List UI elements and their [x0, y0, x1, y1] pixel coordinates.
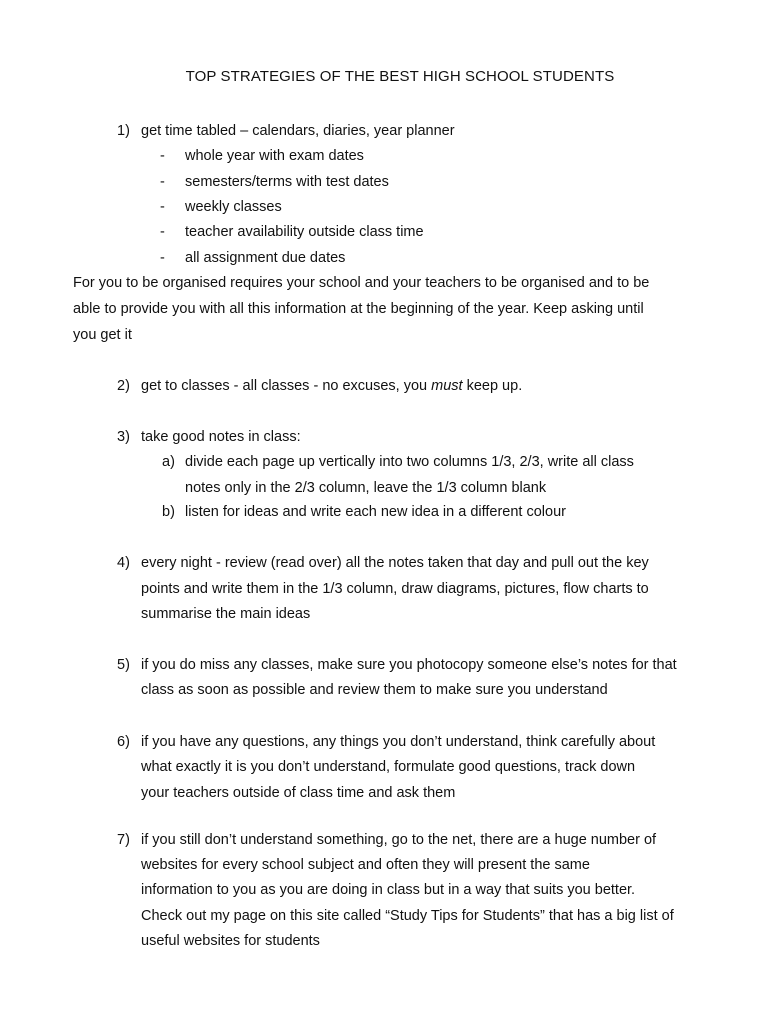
subitem-dash: - [160, 174, 165, 190]
item-7-line: information to you as you are doing in class but in a way that suits you better. [141, 882, 636, 898]
item-6-line: your teachers outside of class time and ask them [141, 785, 456, 801]
subitem-dash: - [160, 250, 165, 266]
item-3-text: take good notes in class: [141, 429, 301, 445]
item-7-line: useful websites for students [141, 933, 320, 949]
item-5-number: 5) [117, 657, 130, 673]
item-2-emphasis: must [431, 378, 463, 394]
item-1-subitem: all assignment due dates [185, 250, 346, 266]
item-3a-line: notes only in the 2/3 column, leave the 1/3 column blank [185, 480, 547, 496]
item-2-text-before: get to classes - all classes - no excuses, you [141, 378, 432, 394]
item-4-line: every night - review (read over) all the notes taken that day and pull out the key [141, 555, 649, 571]
item-3a-line: divide each page up vertically into two columns 1/3, 2/3, write all class [185, 454, 634, 470]
item-6-number: 6) [117, 734, 130, 750]
item-1-subitem: semesters/terms with test dates [185, 174, 389, 190]
item-2-number: 2) [117, 378, 130, 394]
item-3b-label: b) [162, 504, 175, 520]
item-7-line: Check out my page on this site called “Study Tips for Students” that has a big list of [141, 908, 674, 924]
item-6-line: if you have any questions, any things you don’t understand, think carefully about [141, 734, 656, 750]
page-title: TOP STRATEGIES OF THE BEST HIGH SCHOOL STUDENTS [185, 68, 615, 85]
item-2-text-after: keep up. [462, 378, 523, 394]
item-7-number: 7) [117, 832, 130, 848]
item-4-line: points and write them in the 1/3 column, draw diagrams, pictures, flow charts to [141, 581, 649, 597]
item-4-line: summarise the main ideas [141, 606, 311, 622]
item-1-subitem: whole year with exam dates [185, 148, 364, 164]
item-1-subitem: weekly classes [185, 199, 282, 215]
item-1-text: get time tabled – calendars, diaries, year planner [141, 123, 455, 139]
paragraph-line: For you to be organised requires your school and your teachers to be organised and to be [73, 275, 650, 291]
subitem-dash: - [160, 199, 165, 215]
paragraph-line: able to provide you with all this information at the beginning of the year. Keep asking until [73, 301, 644, 317]
paragraph-line: you get it [73, 327, 132, 343]
item-3-number: 3) [117, 429, 130, 445]
item-6-line: what exactly it is you don’t understand, formulate good questions, track down [141, 759, 636, 775]
item-5-line: class as soon as possible and review them to make sure you understand [141, 682, 608, 698]
item-7-line: websites for every school subject and often they will present the same [141, 857, 590, 873]
item-3b-line: listen for ideas and write each new idea in a different colour [185, 504, 566, 520]
item-7-line: if you still don’t understand something, go to the net, there are a huge number of [141, 832, 657, 848]
item-1-subitem: teacher availability outside class time [185, 224, 424, 240]
subitem-dash: - [160, 148, 165, 164]
subitem-dash: - [160, 224, 165, 240]
item-4-number: 4) [117, 555, 130, 571]
item-2-text [141, 377, 522, 395]
item-3a-label: a) [162, 454, 175, 470]
item-5-line: if you do miss any classes, make sure you photocopy someone else’s notes for that [141, 657, 677, 673]
item-1-number: 1) [117, 123, 130, 139]
